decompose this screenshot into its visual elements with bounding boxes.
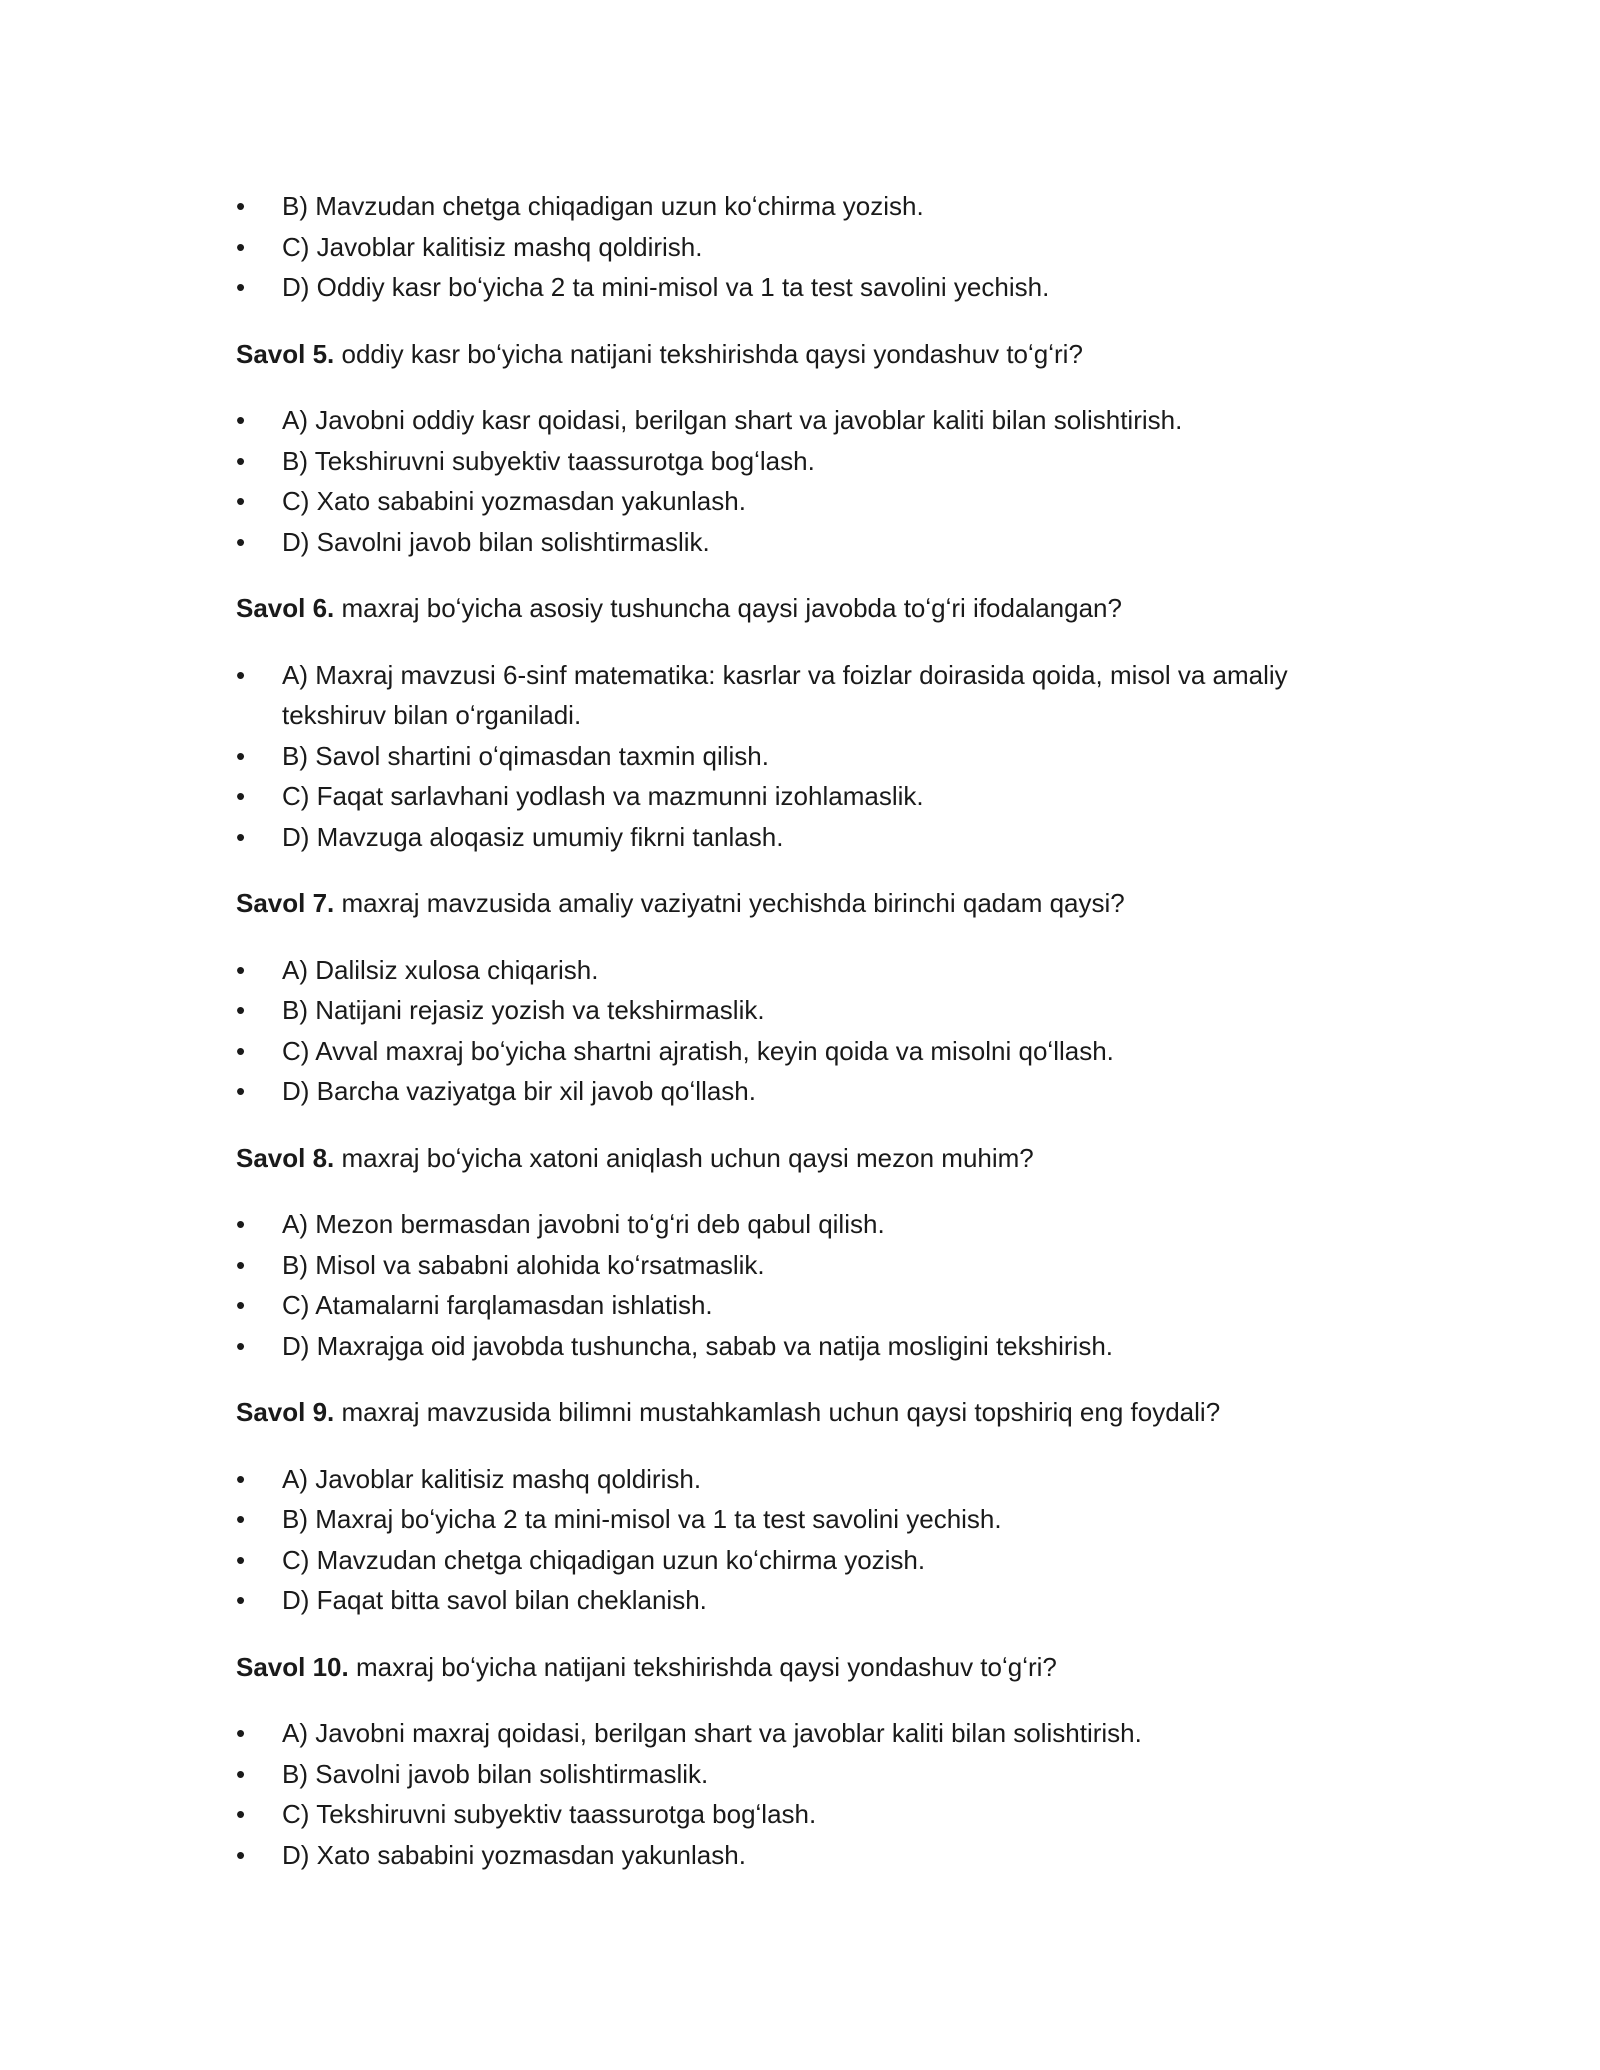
question-label: Savol 9. <box>236 1397 335 1427</box>
list-item <box>236 522 1356 563</box>
list-item <box>236 1245 1356 1286</box>
question-5 <box>236 334 1356 375</box>
bullet-icon: • <box>236 1209 246 1239</box>
question-9 <box>236 1392 1356 1433</box>
bullet-icon: • <box>236 659 246 690</box>
bullet-icon: • <box>236 781 246 811</box>
bullet-icon: • <box>236 191 246 221</box>
option-text: C) Atamalarni farqlamasdan ishlatish. <box>282 1290 713 1320</box>
bullet-icon: • <box>236 995 246 1025</box>
bullet-icon: • <box>236 272 246 302</box>
option-text: D) Barcha vaziyatga bir xil javob qoʻllash. <box>282 1076 756 1106</box>
option-text: A) Mezon bermasdan javobni toʻgʻri deb qabul qilish. <box>282 1209 885 1239</box>
list-item <box>236 227 1356 268</box>
option-list <box>236 1204 1356 1366</box>
bullet-icon: • <box>236 1758 246 1789</box>
option-text: A) Maxraj mavzusi 6-sinf matematika: kasrlar va foizlar doirasida qoida, misol va amaliy tekshiruv bilan oʻrganiladi. <box>282 659 1288 730</box>
bullet-icon: • <box>236 1035 246 1066</box>
bullet-icon: • <box>236 231 246 262</box>
option-text: C) Xato sababini yozmasdan yakunlash. <box>282 486 746 516</box>
question-8 <box>236 1138 1356 1179</box>
option-text: C) Tekshiruvni subyektiv taassurotga bogʻlash. <box>282 1799 817 1829</box>
option-text: A) Javoblar kalitisiz mashq qoldirish. <box>282 1463 702 1494</box>
list-item <box>236 776 1356 817</box>
bullet-icon: • <box>236 1718 246 1748</box>
bullet-icon: • <box>236 1504 246 1534</box>
bullet-icon: • <box>236 1544 246 1575</box>
option-text: D) Mavzuga aloqasiz umumiy fikrni tanlash. <box>282 821 784 852</box>
option-text: D) Oddiy kasr boʻyicha 2 ta mini-misol va 1 ta test savolini yechish. <box>282 272 1050 302</box>
list-item <box>236 400 1356 441</box>
option-list <box>236 400 1356 562</box>
question-label: Savol 6. <box>236 593 335 623</box>
option-list <box>236 950 1356 1112</box>
option-text: A) Dalilsiz xulosa chiqarish. <box>282 954 599 985</box>
bullet-icon: • <box>236 405 246 435</box>
question-text: maxraj mavzusida bilimni mustahkamlash uchun qaysi topshiriq eng foydali? <box>334 1397 1221 1427</box>
list-item <box>236 817 1356 858</box>
list-item <box>236 1754 1356 1795</box>
question-label: Savol 8. <box>236 1142 335 1173</box>
option-text: D) Maxrajga oid javobda tushuncha, sabab va natija mosligini tekshirish. <box>282 1330 1113 1361</box>
bullet-icon: • <box>236 1076 246 1106</box>
option-text: B) Natijani rejasiz yozish va tekshirmaslik. <box>282 995 765 1025</box>
list-item <box>236 990 1356 1031</box>
option-text: D) Xato sababini yozmasdan yakunlash. <box>282 1839 746 1870</box>
list-item <box>236 267 1356 308</box>
option-text: B) Savol shartini oʻqimasdan taxmin qilish. <box>282 740 769 771</box>
question-text: oddiy kasr boʻyicha natijani tekshirishda qaysi yondashuv toʻgʻri? <box>334 338 1083 369</box>
option-list <box>236 186 1356 308</box>
question-10 <box>236 1647 1356 1688</box>
list-item <box>236 950 1356 991</box>
option-list <box>236 655 1356 858</box>
question-text: maxraj boʻyicha asosiy tushuncha qaysi javobda toʻgʻri ifodalangan? <box>334 593 1122 623</box>
option-text: B) Misol va sababni alohida koʻrsatmaslik. <box>282 1249 765 1280</box>
list-item <box>236 1326 1356 1367</box>
option-list <box>236 1713 1356 1875</box>
option-text: C) Mavzudan chetga chiqadigan uzun koʻchirma yozish. <box>282 1544 926 1575</box>
list-item <box>236 1204 1356 1245</box>
list-item <box>236 186 1356 227</box>
bullet-icon: • <box>236 740 246 771</box>
option-text: A) Javobni maxraj qoidasi, berilgan shart va javoblar kaliti bilan solishtirish. <box>282 1718 1142 1748</box>
question-label: Savol 5. <box>236 338 335 369</box>
question-text: maxraj boʻyicha xatoni aniqlash uchun qaysi mezon muhim? <box>334 1142 1034 1173</box>
bullet-icon: • <box>236 821 246 852</box>
option-text: C) Faqat sarlavhani yodlash va mazmunni izohlamaslik. <box>282 781 924 811</box>
bullet-icon: • <box>236 1290 246 1320</box>
bullet-icon: • <box>236 486 246 516</box>
bullet-icon: • <box>236 526 246 557</box>
bullet-icon: • <box>236 1463 246 1494</box>
bullet-icon: • <box>236 445 246 476</box>
bullet-icon: • <box>236 1249 246 1280</box>
option-text: D) Savolni javob bilan solishtirmaslik. <box>282 526 710 557</box>
bullet-icon: • <box>236 1330 246 1361</box>
bullet-icon: • <box>236 1839 246 1870</box>
list-item <box>236 1713 1356 1754</box>
question-7 <box>236 883 1356 924</box>
question-text: maxraj boʻyicha natijani tekshirishda qaysi yondashuv toʻgʻri? <box>348 1651 1057 1682</box>
list-item <box>236 1835 1356 1876</box>
bullet-icon: • <box>236 1799 246 1829</box>
list-item <box>236 441 1356 482</box>
option-list <box>236 1459 1356 1621</box>
question-label: Savol 10. <box>236 1651 349 1682</box>
question-6 <box>236 588 1356 629</box>
option-text: B) Maxraj boʻyicha 2 ta mini-misol va 1 ta test savolini yechish. <box>282 1504 1002 1534</box>
list-item <box>236 1580 1356 1621</box>
option-text: D) Faqat bitta savol bilan cheklanish. <box>282 1585 707 1615</box>
bullet-icon: • <box>236 1585 246 1615</box>
list-item <box>236 1285 1356 1326</box>
question-text: maxraj mavzusida amaliy vaziyatni yechishda birinchi qadam qaysi? <box>334 888 1125 918</box>
list-item <box>236 1071 1356 1112</box>
option-text: C) Avval maxraj boʻyicha shartni ajratish, keyin qoida va misolni qoʻllash. <box>282 1035 1114 1066</box>
option-text: B) Savolni javob bilan solishtirmaslik. <box>282 1758 709 1789</box>
option-text: B) Tekshiruvni subyektiv taassurotga bogʻlash. <box>282 445 815 476</box>
list-item <box>236 1794 1356 1835</box>
list-item <box>236 655 1356 736</box>
option-text: A) Javobni oddiy kasr qoidasi, berilgan shart va javoblar kaliti bilan solishtirish. <box>282 405 1183 435</box>
list-item <box>236 481 1356 522</box>
list-item <box>236 736 1356 777</box>
list-item <box>236 1031 1356 1072</box>
question-label: Savol 7. <box>236 888 335 918</box>
list-item <box>236 1459 1356 1500</box>
bullet-icon: • <box>236 954 246 985</box>
option-text: B) Mavzudan chetga chiqadigan uzun koʻchirma yozish. <box>282 191 924 221</box>
option-text: C) Javoblar kalitisiz mashq qoldirish. <box>282 231 703 262</box>
document-content <box>236 186 1356 1875</box>
list-item <box>236 1540 1356 1581</box>
list-item <box>236 1499 1356 1540</box>
